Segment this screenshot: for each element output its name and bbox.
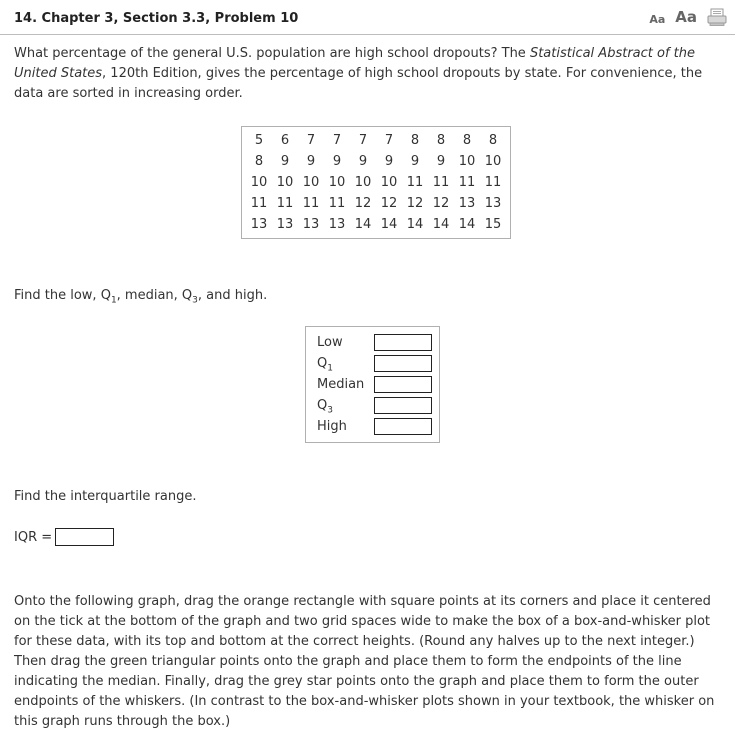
data-table-cell: 10 — [380, 175, 398, 190]
data-table-cell: 9 — [436, 154, 446, 169]
problem-title: 14. Chapter 3, Section 3.3, Problem 10 — [14, 11, 299, 26]
data-table-cell: 9 — [358, 154, 368, 169]
data-table-cell: 12 — [380, 196, 398, 211]
high-input[interactable] — [374, 418, 432, 435]
median-input[interactable] — [374, 376, 432, 393]
graph-instructions: Onto the following graph, drag the orange rectangle with square points at its corners and place it centered on the tick at the bottom of the graph and two grid spaces wide to make the box of a box-and-whisker plot for these data, with its top and bottom at the correct heights. (Round any halves up to the next integer.) Then drag the green triangular points onto the graph and place them to form the endpoints of the line indicating the median. Finally, drag the grey star points onto the graph and place them to form the outer endpoints of the whiskers. (In contrast to the box-and-whisker plots shown in your textbook, the whisker on this graph runs through the box.) — [14, 594, 715, 729]
data-table-row — [246, 151, 506, 172]
data-table-cell: 6 — [280, 133, 290, 148]
decrease-font-button[interactable]: Aa — [649, 13, 666, 26]
data-table-cell: 8 — [254, 154, 264, 169]
median-row — [306, 374, 439, 395]
data-table-cell: 13 — [458, 196, 476, 211]
data-table-cell: 8 — [462, 133, 472, 148]
increase-font-button[interactable]: Aa — [675, 8, 697, 26]
question-five-number: Find the low, $Q_1$, median, $Q_3$, and high. — [14, 288, 268, 306]
data-table-cell: 13 — [484, 196, 502, 211]
data-table-cell: 9 — [280, 154, 290, 169]
data-table-row — [246, 193, 506, 214]
font-tools — [649, 8, 727, 26]
data-table-cell: 11 — [432, 175, 450, 190]
data-table-cell: 12 — [354, 196, 372, 211]
data-table-cell: 8 — [488, 133, 498, 148]
data-table-cell: 10 — [484, 154, 502, 169]
data-table-cell: 11 — [276, 196, 294, 211]
data-table-cell: 13 — [250, 217, 268, 232]
data-table-cell: 8 — [410, 133, 420, 148]
data-table-cell: 7 — [332, 133, 342, 148]
data-table — [241, 126, 511, 239]
data-table-cell: 11 — [302, 196, 320, 211]
q3-input[interactable] — [374, 397, 432, 414]
high-label: High — [317, 419, 347, 434]
q1-label: $Q_1$ — [317, 356, 333, 374]
five-number-answer-box — [305, 326, 440, 443]
data-table-cell: 14 — [458, 217, 476, 232]
data-table-cell: 14 — [432, 217, 450, 232]
data-table-cell: 10 — [302, 175, 320, 190]
data-table-cell: 11 — [484, 175, 502, 190]
data-table-row — [246, 130, 506, 151]
data-table-cell: 14 — [380, 217, 398, 232]
data-table-cell: 11 — [328, 196, 346, 211]
low-row — [306, 332, 439, 353]
q3-label: $Q_3$ — [317, 398, 333, 416]
data-table-cell: 12 — [406, 196, 424, 211]
data-table-row — [246, 214, 506, 235]
high-row — [306, 416, 439, 437]
data-table-cell: 9 — [384, 154, 394, 169]
median-label: Median — [317, 377, 365, 392]
data-table-cell: 10 — [276, 175, 294, 190]
data-table-cell: 11 — [406, 175, 424, 190]
data-table-cell: 14 — [354, 217, 372, 232]
data-table-row — [246, 172, 506, 193]
iqr-input[interactable] — [55, 528, 114, 546]
data-table-cell: 13 — [302, 217, 320, 232]
data-table-cell: 10 — [250, 175, 268, 190]
header-divider — [0, 34, 735, 35]
q3-row — [306, 395, 439, 416]
data-table-cell: 13 — [328, 217, 346, 232]
data-table-cell: 11 — [458, 175, 476, 190]
data-table-cell: 11 — [250, 196, 268, 211]
q1-row — [306, 353, 439, 374]
data-table-cell: 10 — [328, 175, 346, 190]
printer-icon[interactable] — [707, 8, 727, 26]
data-table-cell: 12 — [432, 196, 450, 211]
data-table-cell: 10 — [458, 154, 476, 169]
data-table-cell: 8 — [436, 133, 446, 148]
low-input[interactable] — [374, 334, 432, 351]
source-title: Statistical Abstract of the United States — [14, 46, 696, 81]
data-table-cell: 5 — [254, 133, 264, 148]
data-table-cell: 7 — [306, 133, 316, 148]
data-table-cell: 10 — [354, 175, 372, 190]
data-table-cell: 7 — [358, 133, 368, 148]
data-table-cell: 7 — [384, 133, 394, 148]
iqr-label: IQR = — [14, 530, 53, 545]
data-table-cell: 9 — [332, 154, 342, 169]
low-label: Low — [317, 335, 343, 350]
data-table-cell: 9 — [410, 154, 420, 169]
data-table-cell: 13 — [276, 217, 294, 232]
intro-paragraph: What percentage of the general U.S. population are high school dropouts? The Statistical Abstract of the United States, 120th Edition, gives the percentage of high school dropouts by state. For convenience, the data are sorted in increasing order. — [14, 46, 703, 101]
data-table-cell: 15 — [484, 217, 502, 232]
data-table-cell: 14 — [406, 217, 424, 232]
data-table-cell: 9 — [306, 154, 316, 169]
q1-input[interactable] — [374, 355, 432, 372]
question-iqr: Find the interquartile range. — [14, 489, 197, 504]
